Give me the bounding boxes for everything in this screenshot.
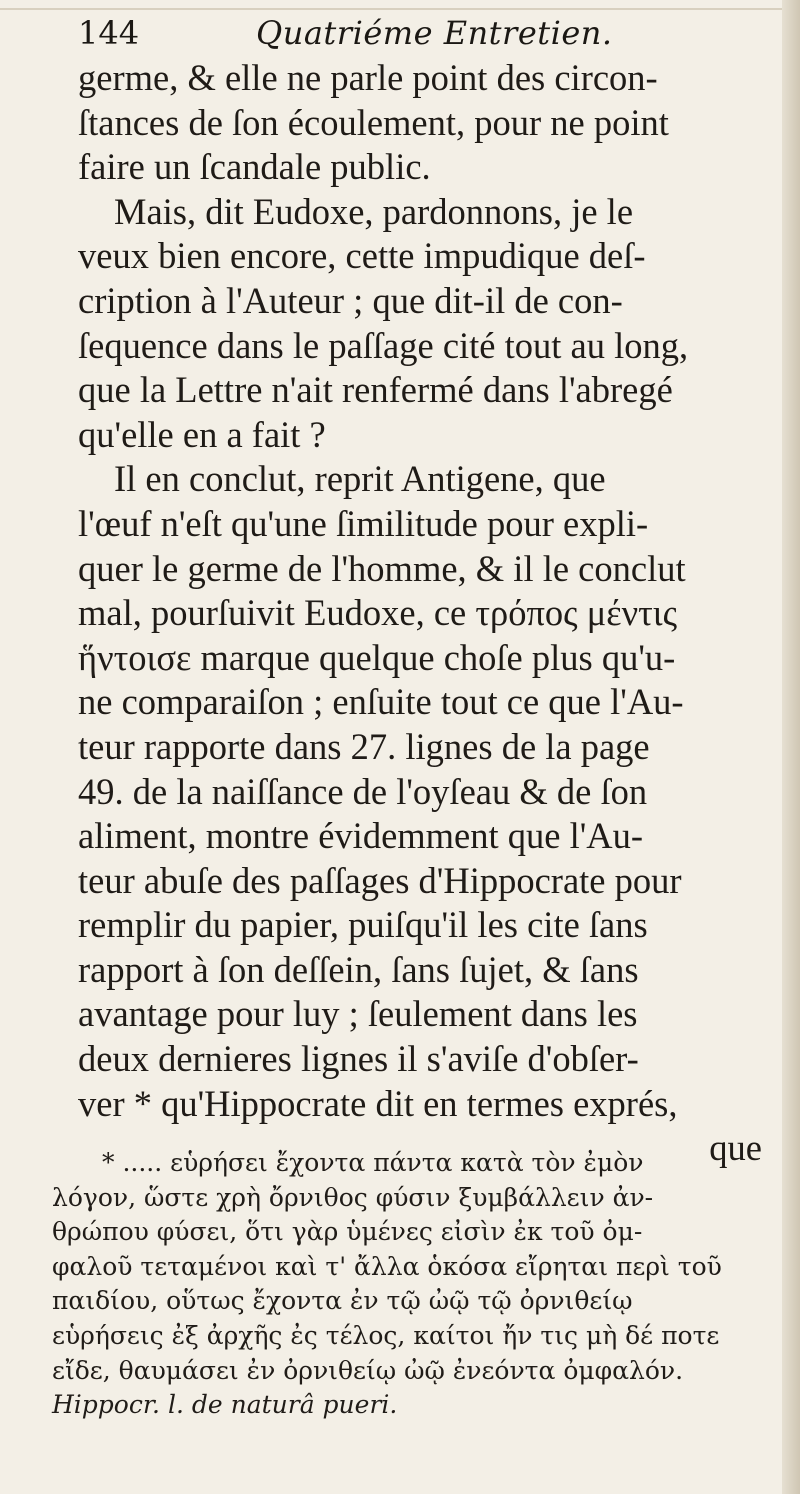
text-line: l'œuf n'eſt qu'une ſimilitude pour expli- <box>78 502 649 544</box>
text-line: teur abuſe des paſſages d'Hippocrate pour <box>78 859 682 901</box>
text-line: 49. de la naiſſance de l'oyſeau & de ſon <box>78 770 648 812</box>
top-edge-rule <box>0 8 800 10</box>
text-line: que la Lettre n'ait renfermé dans l'abregé <box>78 369 673 411</box>
text-line: avantage pour luy ; ſeulement dans les <box>78 993 638 1035</box>
text-line: rapport à ſon deſſein, ſans ſujet, & ſans <box>78 948 639 990</box>
page-edge-shadow <box>782 0 800 1494</box>
text-line: teur rapporte dans 27. lignes de la page <box>78 725 650 767</box>
text-line: ſtances de ſon écoulement, pour ne point <box>78 101 669 143</box>
text-line: germe, & elle ne parle point des circon- <box>78 57 658 98</box>
text-line: deux dernieres lignes il s'aviſe d'obſer- <box>78 1038 639 1080</box>
text-line: veux bien encore, cette impudique deſ- <box>78 235 646 277</box>
text-line: mal, pourſuivit Eudoxe, ce τρόπος μέντις <box>78 592 678 634</box>
text-line: ne comparaiſon ; enſuite tout ce que l'Au- <box>78 681 684 723</box>
page-header <box>78 14 778 54</box>
body-text <box>78 56 768 1171</box>
footnote-line: φαλοῦ τεταμένοι καὶ τ' ἄλλα ὁκόσα εἴρηται περὶ τοῦ <box>52 1251 722 1281</box>
footnote-line: παιδίου, οὕτως ἔχοντα ἐν τῷ ὠῷ τῷ ὀρνιθείῳ <box>52 1286 633 1316</box>
text-line: ἥντοισε marque quelque choſe plus qu'u- <box>78 636 676 678</box>
catchword: que <box>709 1127 762 1169</box>
footnote-line: λόγον, ὥστε χρὴ ὄρνιθος φύσιν ξυμβάλλειν ἀν- <box>52 1182 654 1212</box>
text-line: Il en conclut, reprit Antigene, que <box>114 458 606 500</box>
text-line: ſequence dans le paſſage cité tout au long, <box>78 324 689 366</box>
footnote-line: θρώπου φύσει, ὅτι γὰρ ὑμένες εἰσὶν ἐκ τοῦ ὀμ- <box>52 1217 643 1247</box>
text-line: ver * qu'Hippocrate dit en termes exprés, <box>78 1082 678 1124</box>
footnote-line: εὑρήσεις ἐξ ἀρχῆς ἐς τέλος, καίτοι ἤν τις μὴ δέ ποτε <box>52 1320 720 1350</box>
running-head: Quatriéme Entretien. <box>256 14 613 52</box>
page-number: 144 <box>78 14 140 52</box>
footnote-citation: Hippocr. l. de naturâ pueri. <box>52 1390 398 1420</box>
text-line: qu'elle en a fait ? <box>78 413 326 455</box>
text-line: faire un ſcandale public. <box>78 146 431 188</box>
text-line: Mais, dit Eudoxe, pardonnons, je le <box>114 190 634 232</box>
text-line: aliment, montre évidemment que l'Au- <box>78 815 644 857</box>
footnote-line: * ..... εὑρήσει ἔχοντα πάντα κατὰ τὸν ἐμὸν <box>102 1148 644 1177</box>
text-line: quer le germe de l'homme, & il le conclut <box>78 547 686 589</box>
text-line: cription à l'Auteur ; que dit-il de con- <box>78 279 623 321</box>
text-line: remplir du papier, puiſqu'il les cite ſans <box>78 904 648 946</box>
footnote <box>52 1146 768 1423</box>
footnote-line: εἴδε, θαυμάσει ἐν ὀρνιθείῳ ὠῷ ἐνεόντα ὀμφαλόν. <box>52 1355 684 1385</box>
